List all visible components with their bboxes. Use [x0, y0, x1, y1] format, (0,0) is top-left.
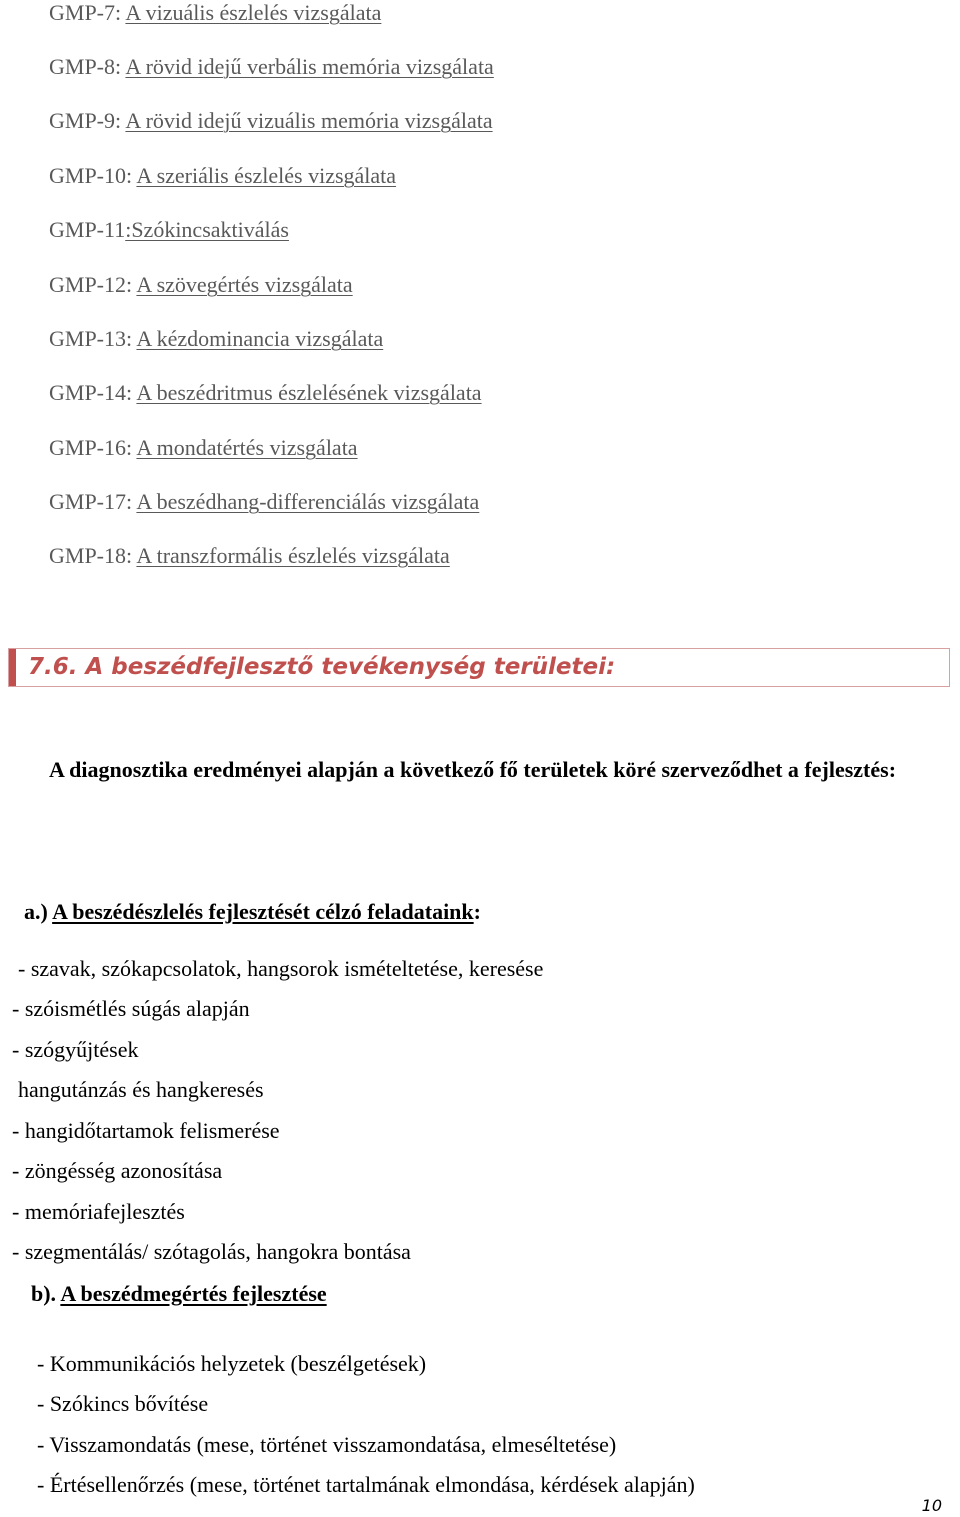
gmp-item-8: [49, 54, 494, 80]
gmp-item-11: [49, 217, 289, 243]
gmp-code: GMP-8:: [49, 54, 126, 79]
gmp-code: GMP-18:: [49, 543, 137, 568]
gmp-code: GMP-11: [49, 217, 126, 242]
section-intro: A diagnosztika eredményei alapján a következő fő területek köré szerveződhet a fejlesztés:: [49, 757, 897, 782]
part-b-heading: [31, 1281, 327, 1307]
gmp-item-17: [49, 489, 479, 515]
part-b-prefix: b).: [31, 1281, 61, 1306]
gmp-title: A rövid idejű vizuális memória vizsgálata: [125, 108, 493, 133]
gmp-code: GMP-7:: [49, 0, 126, 25]
gmp-item-14: [49, 380, 482, 406]
gmp-title: A rövid idejű verbális memória vizsgálata: [125, 54, 494, 79]
gmp-item-16: [49, 435, 358, 461]
gmp-item-9: [49, 108, 493, 134]
part-a-item: - szegmentálás/ szótagolás, hangokra bontása: [12, 1239, 411, 1264]
gmp-code: GMP-14:: [49, 380, 137, 405]
gmp-title: A szövegértés vizsgálata: [136, 272, 353, 297]
gmp-code: GMP-10:: [49, 163, 137, 188]
gmp-code: GMP-13:: [49, 326, 137, 351]
part-b-item: - Értésellenőrzés (mese, történet tartalmának elmondása, kérdések alapján): [37, 1472, 695, 1497]
gmp-title: :Szókincsaktiválás: [125, 217, 289, 242]
section-heading-box: [8, 648, 950, 687]
gmp-item-12: [49, 272, 353, 298]
part-a-heading: [24, 899, 481, 925]
gmp-code: GMP-9:: [49, 108, 126, 133]
gmp-item-7: [49, 0, 381, 26]
section-heading: 7.6. A beszédfejlesztő tevékenység területei:: [28, 654, 616, 680]
gmp-code: GMP-16:: [49, 435, 137, 460]
gmp-title: A transzformális észlelés vizsgálata: [136, 543, 450, 568]
gmp-item-18: [49, 543, 450, 569]
gmp-title: A beszédritmus észlelésének vizsgálata: [136, 380, 482, 405]
part-a-item: - szógyűjtések: [12, 1037, 139, 1062]
part-a-title: A beszédészlelés fejlesztését célzó feladataink: [52, 899, 474, 924]
heading-accent-bar: [9, 649, 16, 686]
part-a-item: - szavak, szókapcsolatok, hangsorok ismételtetése, keresése: [18, 956, 544, 981]
part-a-item: hangutánzás és hangkeresés: [18, 1077, 264, 1102]
part-a-suffix: :: [473, 899, 481, 924]
part-b-item: - Szókincs bővítése: [37, 1391, 209, 1416]
page-number: 10: [921, 1496, 942, 1515]
gmp-title: A szeriális észlelés vizsgálata: [136, 163, 397, 188]
part-b-item: - Visszamondatás (mese, történet visszamondatása, elmeséltetése): [37, 1432, 617, 1457]
part-a-item: - szóismétlés súgás alapján: [12, 996, 250, 1021]
part-a-item: - zöngésség azonosítása: [12, 1158, 223, 1183]
gmp-code: GMP-12:: [49, 272, 137, 297]
part-b-item: - Kommunikációs helyzetek (beszélgetések): [37, 1351, 427, 1376]
part-a-prefix: a.): [24, 899, 53, 924]
gmp-item-10: [49, 163, 396, 189]
part-a-item: - memóriafejlesztés: [12, 1199, 185, 1224]
gmp-title: A beszédhang-differenciálás vizsgálata: [136, 489, 480, 514]
gmp-item-13: [49, 326, 383, 352]
part-b-title: A beszédmegértés fejlesztése: [60, 1281, 327, 1306]
gmp-title: A vizuális észlelés vizsgálata: [125, 0, 382, 25]
gmp-title: A kézdominancia vizsgálata: [136, 326, 384, 351]
part-a-item: - hangidőtartamok felismerése: [12, 1118, 280, 1143]
gmp-title: A mondatértés vizsgálata: [136, 435, 358, 460]
gmp-code: GMP-17:: [49, 489, 137, 514]
